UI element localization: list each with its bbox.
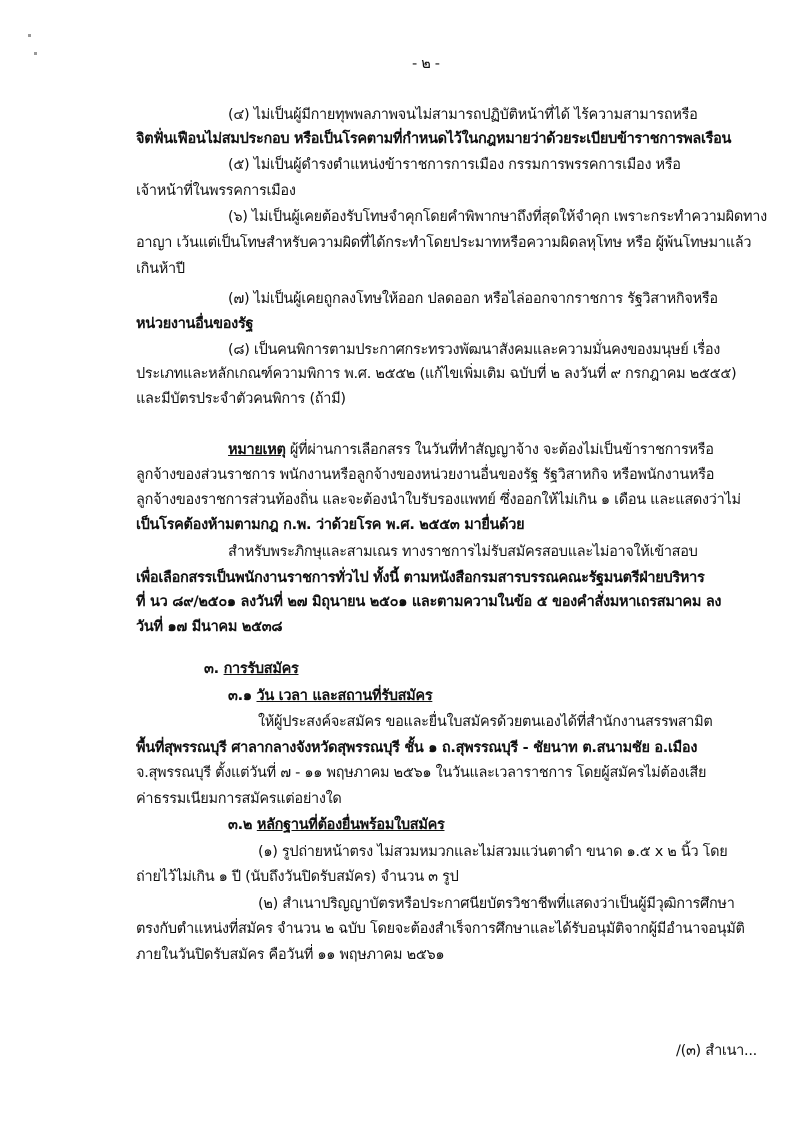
note-line: เป็นโรคต้องห้ามตามกฎ ก.พ. ว่าด้วยโรค พ.ศ. ๒๕๕๓ มายื่นด้วย: [136, 517, 525, 533]
section-3-1-text: ค่าธรรมเนียมการสมัครแต่อย่างใด: [136, 791, 342, 807]
continuation-marker: /(๓) สำเนา...: [676, 1043, 757, 1059]
section-3-heading: [204, 659, 298, 679]
monks-paragraph: วันที่ ๑๗ มีนาคม ๒๕๓๘: [136, 619, 283, 635]
section-3-1-text: ให้ผู้ประสงค์จะสมัคร ขอและยื่นใบสมัครด้วยตนเองได้ที่สำนักงานสรรพสามิต: [258, 714, 713, 730]
section-3-2-item-1-cont: ถ่ายไว้ไม่เกิน ๑ ปี (นับถึงวันปิดรับสมัคร) จำนวน ๓ รูป: [136, 869, 459, 885]
section-3-2-item-2: (๒) สำเนาปริญญาบัตรหรือประกาศนียบัตรวิชาชีพที่แสดงว่าเป็นผู้มีวุฒิการศึกษา: [258, 896, 735, 912]
section-3-1-heading: [228, 686, 432, 706]
qualification-item-6: (๖) ไม่เป็นผู้เคยต้องรับโทษจำคุกโดยคำพิพากษาถึงที่สุดให้จำคุก เพราะกระทำความผิดทาง: [228, 209, 767, 225]
note-line: ลูกจ้างของส่วนราชการ พนักงานหรือลูกจ้างของหน่วยงานอื่นของรัฐ รัฐวิสาหกิจ หรือพนักงานหรือ: [136, 467, 715, 483]
section-3-2-title: หลักฐานที่ต้องยื่นพร้อมใบสมัคร: [256, 817, 445, 833]
note-label: หมายเหตุ: [228, 442, 286, 458]
qualification-item-7-cont: หน่วยงานอื่นของรัฐ: [136, 316, 254, 332]
section-3-2-item-1: (๑) รูปถ่ายหน้าตรง ไม่สวมหมวกและไม่สวมแว่นตาดำ ขนาด ๑.๕ x ๒ นิ้ว โดย: [258, 844, 728, 860]
qualification-item-5-cont: เจ้าหน้าที่ในพรรคการเมือง: [136, 183, 296, 199]
qualification-item-6-cont: อาญา เว้นแต่เป็นโทษสำหรับความผิดที่ได้กระทำโดยประมาทหรือความผิดลหุโทษ หรือ ผู้พ้นโทษมาแล้ว: [136, 235, 752, 251]
section-3-2-heading: [228, 815, 444, 835]
section-3-number: ๓.: [204, 661, 224, 677]
monks-paragraph: ที่ นว ๘๙/๒๕๐๑ ลงวันที่ ๒๗ มิถุนายน ๒๕๐๑ และตามความในข้อ ๕ ของคำสั่งมหาเถรสมาคม ลง: [136, 594, 722, 610]
section-3-1-title: วัน เวลา และสถานที่รับสมัคร: [256, 688, 433, 704]
qualification-item-8-cont: ประเภทและหลักเกณฑ์ความพิการ พ.ศ. ๒๕๕๒ (แก้ไขเพิ่มเติม ฉบับที่ ๒ ลงวันที่ ๙ กรกฎาคม ๒๕๕๕): [136, 366, 737, 382]
note-line: ลูกจ้างของราชการส่วนท้องถิ่น และจะต้องนำใบรับรองแพทย์ ซึ่งออกให้ไม่เกิน ๑ เดือน และแสดงว่าไม่: [136, 492, 741, 508]
scan-mark: [34, 52, 37, 55]
qualification-item-6-cont: เกินห้าปี: [136, 261, 185, 277]
section-3-2-item-2-cont: ภายในวันปิดรับสมัคร คือวันที่ ๑๑ พฤษภาคม ๒๕๖๑: [136, 947, 445, 963]
monks-paragraph: สำหรับพระภิกษุและสามเณร ทางราชการไม่รับสมัครสอบและไม่อาจให้เข้าสอบ: [228, 544, 698, 560]
note-line: [228, 440, 714, 460]
section-3-1-text: พื้นที่สุพรรณบุรี ศาลากลางจังหวัดสุพรรณบุรี ชั้น ๑ ถ.สุพรรณบุรี - ชัยนาท ต.สนามชัย อ.เมือง: [136, 740, 698, 756]
qualification-item-8-cont: และมีบัตรประจำตัวคนพิการ (ถ้ามี): [136, 391, 346, 407]
section-3-2-number: ๓.๒: [228, 817, 257, 833]
section-3-title: การรับสมัคร: [223, 661, 299, 677]
qualification-item-7: (๗) ไม่เป็นผู้เคยถูกลงโทษให้ออก ปลดออก หรือไล่ออกจากราชการ รัฐวิสาหกิจหรือ: [228, 291, 718, 307]
section-3-1-number: ๓.๑: [228, 688, 257, 704]
qualification-item-4-cont: จิตฟั่นเฟือนไม่สมประกอบ หรือเป็นโรคตามที่กำหนดไว้ในกฎหมายว่าด้วยระเบียบข้าราชการพลเรือน: [136, 131, 732, 147]
page-number: - ๒ -: [412, 56, 440, 72]
qualification-item-8: (๘) เป็นคนพิการตามประกาศกระทรวงพัฒนาสังคมและความมั่นคงของมนุษย์ เรื่อง: [228, 342, 721, 358]
section-3-2-item-2-cont: ตรงกับตำแหน่งที่สมัคร จำนวน ๒ ฉบับ โดยจะต้องสำเร็จการศึกษาและได้รับอนุมัติจากผู้มีอำนาจอนุมัติ: [136, 921, 745, 937]
qualification-item-5: (๕) ไม่เป็นผู้ดำรงตำแหน่งข้าราชการการเมือง กรรมการพรรคการเมือง หรือ: [228, 157, 681, 173]
note-text: ผู้ที่ผ่านการเลือกสรร ในวันที่ทำสัญญาจ้าง จะต้องไม่เป็นข้าราชการหรือ: [285, 442, 714, 458]
section-3-1-text: จ.สุพรรณบุรี ตั้งแต่วันที่ ๗ - ๑๑ พฤษภาคม ๒๕๖๑ ในวันและเวลาราชการ โดยผู้สมัครไม่ต้องเสีย: [136, 765, 707, 781]
monks-paragraph: เพื่อเลือกสรรเป็นพนักงานราชการทั่วไป ทั้งนี้ ตามหนังสือกรมสารบรรณคณะรัฐมนตรีฝ่ายบริหาร: [136, 570, 705, 586]
qualification-item-4: (๔) ไม่เป็นผู้มีกายทุพพลภาพจนไม่สามารถปฏิบัติหน้าที่ได้ ไร้ความสามารถหรือ: [228, 107, 698, 123]
scan-mark: [28, 34, 31, 37]
